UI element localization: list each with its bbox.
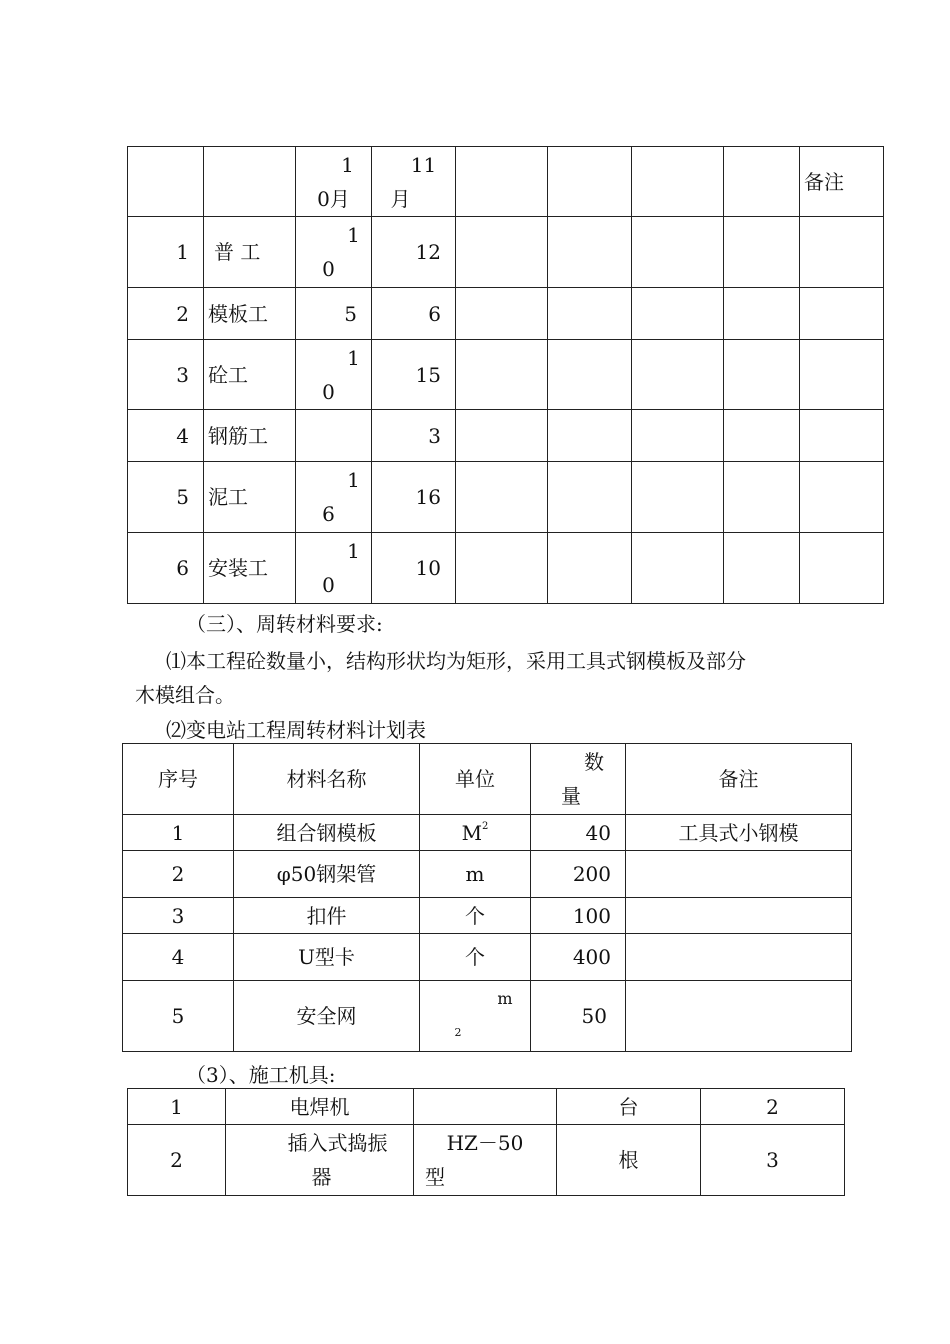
material-row: 1 组合钢模板 $M^2$ 40 工具式小钢模 bbox=[123, 815, 852, 851]
material-header-row: 序号 材料名称 单位 数 量 备注 bbox=[123, 744, 852, 815]
material-row: 4 U型卡 个 400 bbox=[123, 934, 852, 981]
labor-table bbox=[127, 146, 884, 604]
labor-row: 6 安装工 1 0 10 bbox=[128, 533, 884, 604]
section-title: （3）、施工机具: bbox=[186, 1063, 336, 1087]
machine-row: 2 插入式捣振 器 HZ－50 型 根 3 bbox=[128, 1125, 845, 1196]
material-table bbox=[122, 743, 852, 1052]
material-row: 2 φ50钢架管 m 200 bbox=[123, 851, 852, 898]
header-nov: 11 月 bbox=[372, 147, 456, 217]
labor-row: 2 模板工 5 6 bbox=[128, 288, 884, 340]
paragraph: ⑴本工程砼数量小，结构形状均为矩形，采用工具式钢模板及部分 bbox=[166, 649, 746, 673]
section-title: （三）、周转材料要求: bbox=[186, 612, 383, 636]
header-note: 备注 bbox=[800, 147, 884, 217]
labor-row: 3 砼工 1 0 15 bbox=[128, 340, 884, 410]
labor-row: 4 钢筋工 3 bbox=[128, 410, 884, 462]
paragraph: 木模组合。 bbox=[135, 683, 235, 707]
labor-header-row bbox=[128, 147, 884, 217]
machine-table bbox=[127, 1088, 845, 1196]
header-oct: 1 0月 bbox=[296, 147, 372, 217]
labor-row: 1 普 工 1 0 12 bbox=[128, 217, 884, 288]
material-row: 3 扣件 个 100 bbox=[123, 898, 852, 934]
machine-row: 1 电焊机 台 2 bbox=[128, 1089, 845, 1125]
paragraph: ⑵变电站工程周转材料计划表 bbox=[166, 718, 426, 742]
material-row: 5 安全网 m 2 50 bbox=[123, 981, 852, 1052]
labor-row: 5 泥工 1 6 16 bbox=[128, 462, 884, 533]
